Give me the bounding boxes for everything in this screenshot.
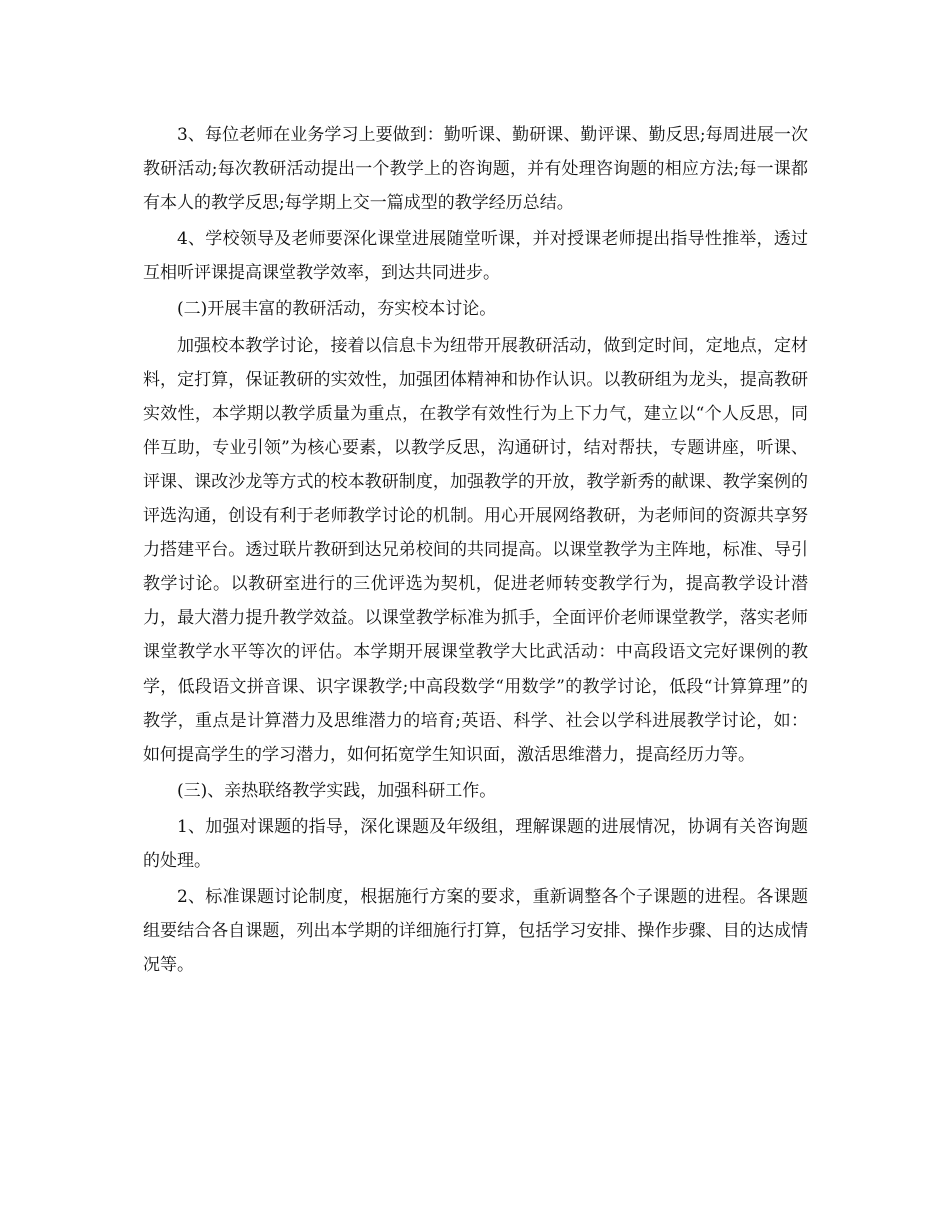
section-heading-research-activities: (二)开展丰富的教研活动，夯实校本讨论。 [177, 299, 497, 320]
paragraph-topic-research-system: 2、标准课题讨论制度，根据施行方案的要求，重新调整各个子课题的进程。各课题组要结合各自课题，列出本学期的详细施行打算，包括学习安排、操作步骤、目的达成情况等。 [143, 887, 808, 976]
paragraph-leader-lesson-observation: 4、学校领导及老师要深化课堂进展随堂听课，并对授课老师提出指导性推举，透过互相听评课提高课堂教学效率，到达共同进步。 [143, 229, 808, 284]
paragraph-school-based-research: 加强校本教学讨论，接着以信息卡为纽带开展教研活动，做到定时间，定地点，定材料，定打算，保证教研的实效性，加强团体精神和协作认识。以教研组为龙头，提高教研实效性，本学期以教学质量为重点，在教学有效性行为上下力气，建立以“个人反思，同伴互助，专业引领”为核心要素，以教学反思，沟通研讨，结对帮扶，专题讲座，听课、评课、课改沙龙等方式的校本教研制度，加强教学的开放，教学新秀的献课、教学案例的评选沟通，创设有利于老师教学讨论的机制。用心开展网络教研，为老师间的资源共享努力搭建平台。透过联片教研到达兄弟校间的共同提高。以课堂教学为主阵地，标准、导引教学讨论。以教研室进行的三优评选为契机，促进老师转变教学行为，提高教学设计潜力，最大潜力提升教学效益。以课堂教学标准为抓手，全面评价老师课堂教学，落实老师课堂教学水平等次的评估。本学期开展课堂教学大比武活动：中高段语文完好课例的教学，低段语文拼音课、识字课教学;中高段数学“用数学”的教学讨论，低段“计算算理”的教学，重点是计算潜力及思维潜力的培育;英语、科学、社会以学科进展教学讨论，如：如何提高学生的学习潜力，如何拓宽学生知识面，激活思维潜力，提高经历力等。 [143, 335, 808, 765]
section-heading-teaching-practice: (三)、亲热联络教学实践，加强科研工作。 [177, 780, 497, 801]
paragraph-topic-guidance: 1、加强对课题的指导，深化课题及年级组，理解课题的进展情况，协调有关咨询题的处理。 [143, 816, 808, 871]
document-body [143, 118, 808, 984]
paragraph-teacher-study-requirements: 3、每位老师在业务学习上要做到：勤听课、勤研课、勤评课、勤反思;每周进展一次教研活动;每次教研活动提出一个教学上的咨询题，并有处理咨询题的相应方法;每一课都有本人的教学反思;每学期上交一篇成型的教学经历总结。 [143, 125, 808, 214]
